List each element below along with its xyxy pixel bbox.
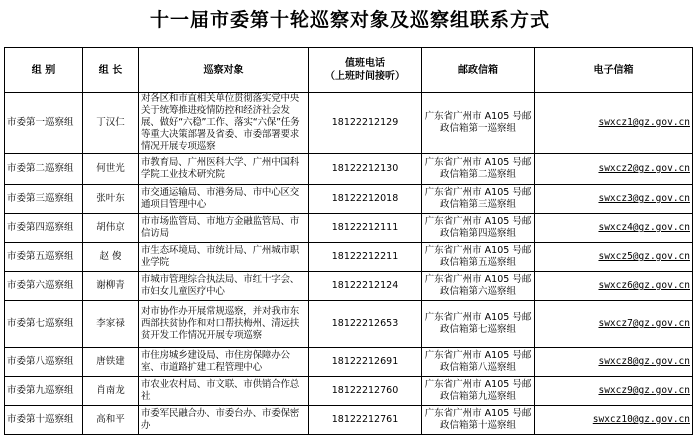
cell-leader: 丁汉仁 bbox=[83, 93, 139, 154]
email-link[interactable]: swxcz3@gz.gov.cn bbox=[598, 193, 690, 204]
cell-phone: 18122212211 bbox=[309, 243, 422, 272]
cell-target: 市城市管理综合执法局、市红十字会、市妇女儿童医疗中心 bbox=[139, 272, 309, 301]
header-target: 巡察对象 bbox=[139, 48, 309, 93]
cell-mailbox: 广东省广州市 A105 号邮政信箱第三巡察组 bbox=[422, 185, 535, 214]
cell-leader: 胡伟京 bbox=[83, 214, 139, 243]
header-leader: 组 长 bbox=[83, 48, 139, 93]
header-email: 电子信箱 bbox=[535, 48, 693, 93]
cell-target: 对市协作办开展常规巡察，并对我市东西部扶贫协作和对口帮扶梅州、清远扶贫开发工作情况开展专项巡察 bbox=[139, 301, 309, 348]
cell-email[interactable] bbox=[535, 93, 693, 154]
cell-group: 市委第十巡察组 bbox=[5, 406, 83, 435]
email-link[interactable]: swxcz9@gz.gov.cn bbox=[598, 385, 690, 396]
cell-mailbox: 广东省广州市 A105 号邮政信箱第四巡察组 bbox=[422, 214, 535, 243]
page-title: 十一届市委第十轮巡察对象及巡察组联系方式 bbox=[149, 9, 550, 31]
cell-mailbox: 广东省广州市 A105 号邮政信箱第八巡察组 bbox=[422, 348, 535, 377]
cell-email[interactable] bbox=[535, 301, 693, 348]
cell-leader: 何世光 bbox=[83, 154, 139, 185]
email-link[interactable]: swxcz1@gz.gov.cn bbox=[598, 117, 690, 128]
cell-phone: 18122212124 bbox=[309, 272, 422, 301]
cell-target: 市教育局、广州医科大学、广州中国科学院工业技术研究院 bbox=[139, 154, 309, 185]
cell-phone: 18122212761 bbox=[309, 406, 422, 435]
cell-mailbox: 广东省广州市 A105 号邮政信箱第七巡察组 bbox=[422, 301, 535, 348]
cell-phone: 18122212129 bbox=[309, 93, 422, 154]
header-phone bbox=[309, 48, 422, 93]
cell-group: 市委第七巡察组 bbox=[5, 301, 83, 348]
cell-phone: 18122212111 bbox=[309, 214, 422, 243]
email-link[interactable]: swxcz10@gz.gov.cn bbox=[592, 414, 690, 425]
cell-email[interactable] bbox=[535, 272, 693, 301]
table-row bbox=[5, 93, 693, 154]
cell-phone: 18122212691 bbox=[309, 348, 422, 377]
cell-group: 市委第五巡察组 bbox=[5, 243, 83, 272]
cell-group: 市委第六巡察组 bbox=[5, 272, 83, 301]
cell-group: 市委第二巡察组 bbox=[5, 154, 83, 185]
cell-email[interactable] bbox=[535, 214, 693, 243]
cell-email[interactable] bbox=[535, 185, 693, 214]
table-row bbox=[5, 406, 693, 435]
cell-mailbox: 广东省广州市 A105 号邮政信箱第十巡察组 bbox=[422, 406, 535, 435]
cell-group: 市委第九巡察组 bbox=[5, 377, 83, 406]
email-link[interactable]: swxcz6@gz.gov.cn bbox=[598, 280, 690, 291]
cell-group: 市委第三巡察组 bbox=[5, 185, 83, 214]
cell-group: 市委第八巡察组 bbox=[5, 348, 83, 377]
cell-leader: 张叶东 bbox=[83, 185, 139, 214]
cell-target: 市交通运输局、市港务局、市中心区交通项目管理中心 bbox=[139, 185, 309, 214]
contact-table bbox=[4, 47, 693, 435]
cell-mailbox: 广东省广州市 A105 号邮政信箱第九巡察组 bbox=[422, 377, 535, 406]
cell-leader: 谢柳青 bbox=[83, 272, 139, 301]
table-row bbox=[5, 348, 693, 377]
cell-phone: 18122212130 bbox=[309, 154, 422, 185]
cell-group: 市委第一巡察组 bbox=[5, 93, 83, 154]
cell-target: 市住房城乡建设局、市住房保障办公室、市道路扩建工程管理中心 bbox=[139, 348, 309, 377]
email-link[interactable]: swxcz5@gz.gov.cn bbox=[598, 251, 690, 262]
header-mailbox: 邮政信箱 bbox=[422, 48, 535, 93]
cell-email[interactable] bbox=[535, 348, 693, 377]
table-row bbox=[5, 301, 693, 348]
header-phone-line1: 值班电话 bbox=[345, 58, 385, 69]
cell-mailbox: 广东省广州市 A105 号邮政信箱第六巡察组 bbox=[422, 272, 535, 301]
cell-target: 市生态环境局、市统计局、广州城市职业学院 bbox=[139, 243, 309, 272]
table-header-row bbox=[5, 48, 693, 93]
cell-leader: 赵 俊 bbox=[83, 243, 139, 272]
cell-email[interactable] bbox=[535, 377, 693, 406]
table-row bbox=[5, 272, 693, 301]
cell-target: 市市场监管局、市地方金融监管局、市信访局 bbox=[139, 214, 309, 243]
email-link[interactable]: swxcz7@gz.gov.cn bbox=[598, 318, 690, 329]
cell-mailbox: 广东省广州市 A105 号邮政信箱第一巡察组 bbox=[422, 93, 535, 154]
cell-phone: 18122212760 bbox=[309, 377, 422, 406]
cell-group: 市委第四巡察组 bbox=[5, 214, 83, 243]
table-row bbox=[5, 377, 693, 406]
cell-mailbox: 广东省广州市 A105 号邮政信箱第二巡察组 bbox=[422, 154, 535, 185]
cell-leader: 高和平 bbox=[83, 406, 139, 435]
table-row bbox=[5, 243, 693, 272]
cell-leader: 李家禄 bbox=[83, 301, 139, 348]
cell-target: 市农业农村局、市文联、市供销合作总社 bbox=[139, 377, 309, 406]
table-row bbox=[5, 214, 693, 243]
header-phone-line2: （上班时间接听） bbox=[325, 71, 405, 82]
table-row bbox=[5, 185, 693, 214]
cell-leader: 唐铁建 bbox=[83, 348, 139, 377]
email-link[interactable]: swxcz4@gz.gov.cn bbox=[598, 222, 690, 233]
cell-mailbox: 广东省广州市 A105 号邮政信箱第五巡察组 bbox=[422, 243, 535, 272]
cell-target: 对各区和市直相关单位贯彻落实党中央关于统筹推进疫情防控和经济社会发展、做好“六稳”工作、落实“六保”任务等重大决策部署及省委、市委部署要求情况开展专项巡察 bbox=[139, 93, 309, 154]
cell-email[interactable] bbox=[535, 243, 693, 272]
cell-email[interactable] bbox=[535, 154, 693, 185]
cell-email[interactable] bbox=[535, 406, 693, 435]
email-link[interactable]: swxcz2@gz.gov.cn bbox=[598, 163, 690, 174]
email-link[interactable]: swxcz8@gz.gov.cn bbox=[598, 356, 690, 367]
cell-phone: 18122212018 bbox=[309, 185, 422, 214]
header-group: 组 别 bbox=[5, 48, 83, 93]
table-row bbox=[5, 154, 693, 185]
cell-target: 市委军民融合办、市委台办、市委保密办 bbox=[139, 406, 309, 435]
cell-phone: 18122212653 bbox=[309, 301, 422, 348]
cell-leader: 肖南龙 bbox=[83, 377, 139, 406]
